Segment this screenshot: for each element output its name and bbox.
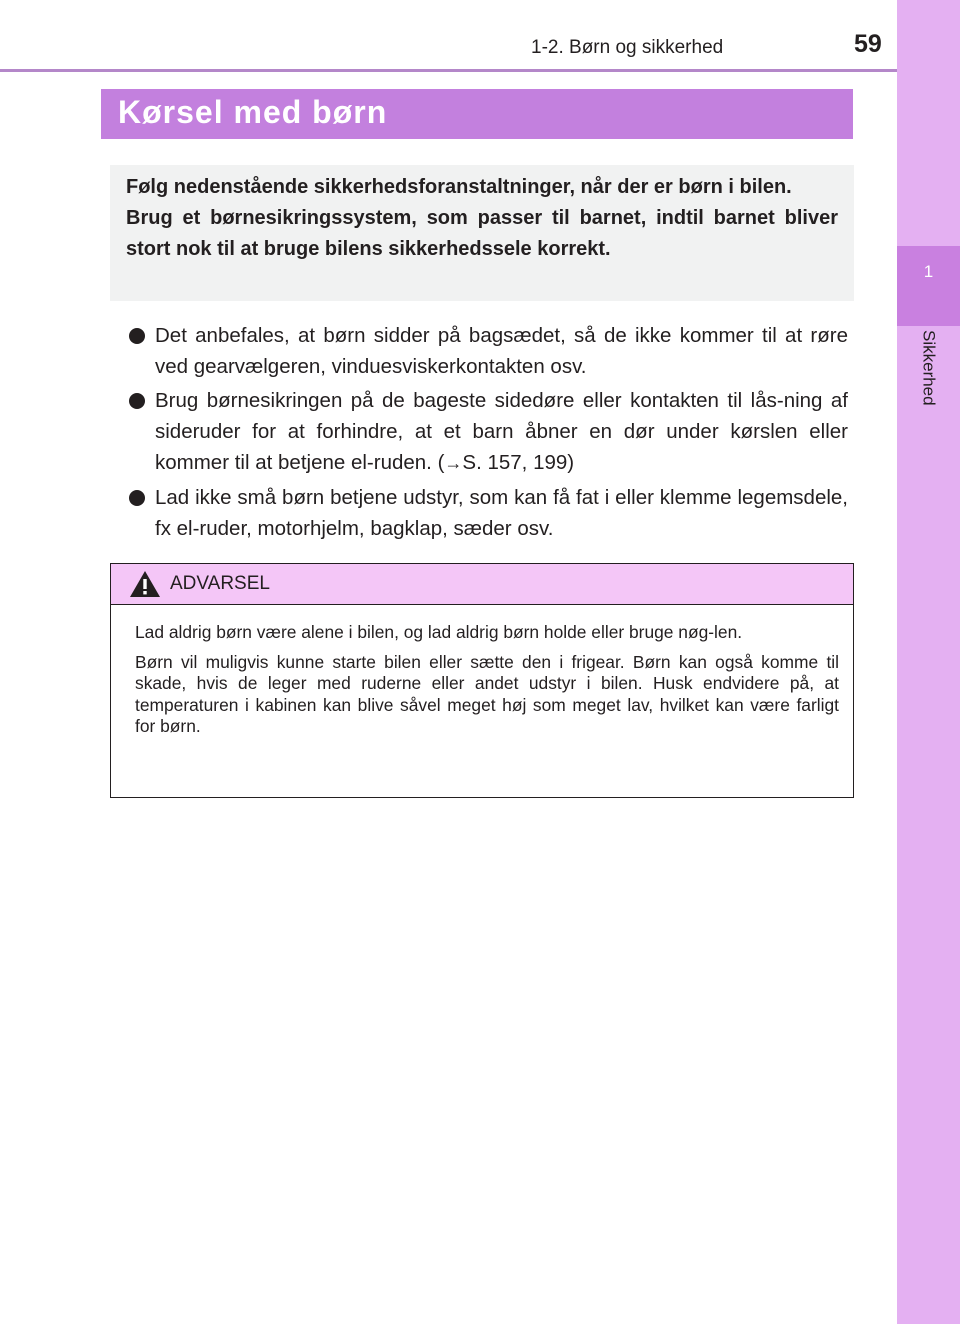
- bullet-list: [129, 320, 848, 547]
- side-tab-label: Sikkerhed: [919, 330, 939, 406]
- intro-box: [110, 165, 854, 301]
- warning-header: [111, 564, 853, 605]
- bullet-text: Brug børnesikringen på de bageste sidedøre eller kontakten til lås-ning af sideruder for at forhindre, at et barn åbner en dør under kørslen eller kommer til at betjene el-ruden. (: [155, 389, 848, 474]
- bullet-icon: [129, 328, 145, 344]
- list-item: [129, 320, 848, 382]
- bullet-icon: [129, 393, 145, 409]
- side-tab-label-wrap: [897, 330, 960, 440]
- page-number: 59: [854, 30, 882, 58]
- arrow-right-icon: →: [444, 453, 463, 473]
- header-rule: [0, 69, 897, 72]
- warning-box: [110, 563, 854, 798]
- warning-title: ADVARSEL: [170, 573, 270, 594]
- side-tab-active-marker: [897, 246, 960, 326]
- section-title: Kørsel med børn: [118, 94, 388, 130]
- chapter-title: 1-2. Børn og sikkerhed: [531, 37, 724, 58]
- warning-paragraph: Børn vil muligvis kunne starte bilen eller sætte den i frigear. Børn kan også komme til skade, hvis de leger med ruderne eller andet udstyr i bilen. Husk endvidere på, at temperaturen i kabinen kan blive såvel meget høj som meget lav, hvilket kan være farligt for børn.: [135, 651, 839, 736]
- warning-body: [111, 605, 853, 738]
- side-tab: [897, 0, 960, 1324]
- page-reference: S. 157, 199): [462, 451, 575, 474]
- bullet-icon: [129, 490, 145, 506]
- warning-triangle-icon: [129, 570, 161, 598]
- bullet-text: Det anbefales, at børn sidder på bagsædet, så de ikke kommer til at røre ved gearvælgeren, vinduesviskerkontakten osv.: [155, 324, 848, 378]
- section-header: [101, 89, 853, 139]
- list-item: [129, 482, 848, 544]
- intro-paragraph: Følg nedenstående sikkerhedsforanstaltninger, når der er børn i bilen.: [126, 176, 792, 198]
- list-item: [129, 385, 848, 479]
- intro-paragraph: Brug et børnesikringssystem, som passer til barnet, indtil barnet bliver stort nok til at bruge bilens sikkerhedssele korrekt.: [126, 207, 838, 260]
- warning-paragraph: Lad aldrig børn være alene i bilen, og lad aldrig børn holde eller bruge nøg-len.: [135, 622, 743, 642]
- bullet-text: Lad ikke små børn betjene udstyr, som kan få fat i eller klemme legemsdele, fx el-ruder, motorhjelm, bagklap, sæder osv.: [155, 486, 848, 540]
- side-tab-number: 1: [923, 262, 934, 281]
